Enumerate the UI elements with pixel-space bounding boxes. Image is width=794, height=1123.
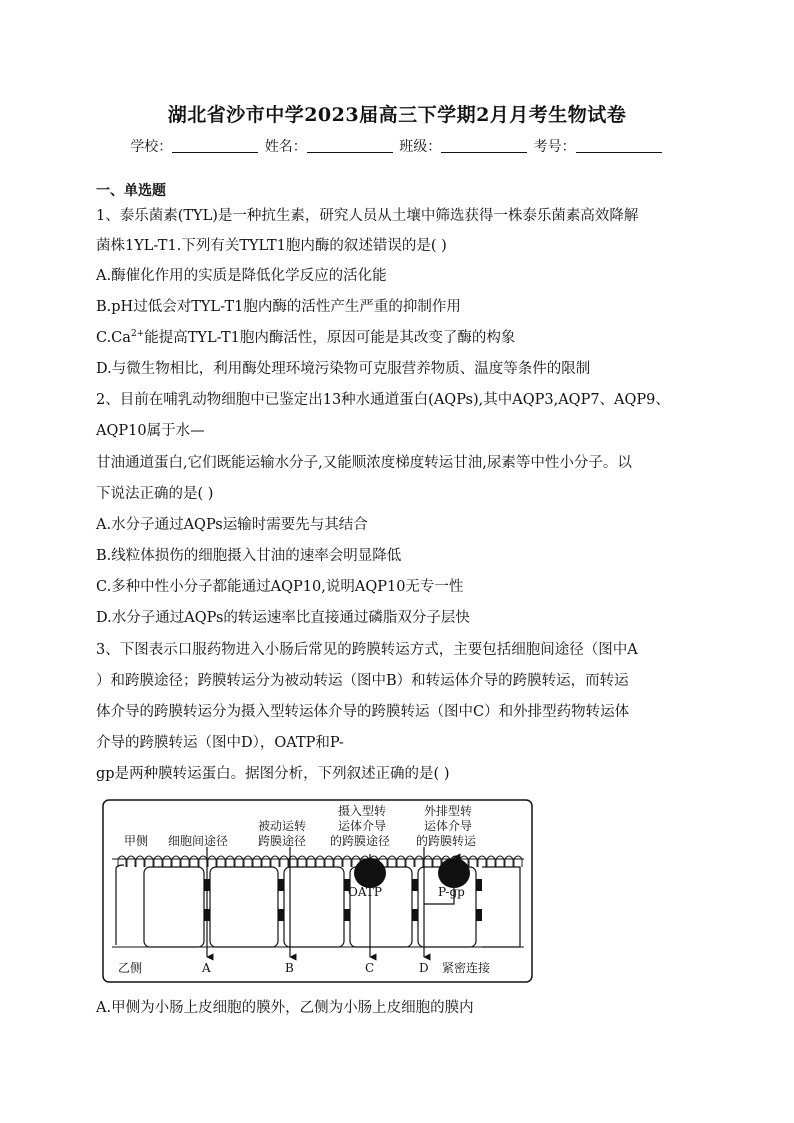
label-b: B <box>285 961 294 975</box>
label-oatp: OATP <box>348 885 382 899</box>
student-info-row <box>0 136 794 156</box>
q2-option-c: C.多种中性小分子都能通过AQP10,说明AQP10无专一性 <box>96 579 464 595</box>
q1-option-b: B.pH过低会对TYL-T1胞内酶的活性产生严重的抑制作用 <box>96 299 461 315</box>
label-uptake-2: 运体介导 <box>338 819 387 833</box>
label-intercellular: 细胞间途径 <box>168 834 229 848</box>
membrane-transport-figure <box>102 799 533 983</box>
q2-option-a: A.水分子通过AQPs运输时需要先与其结合 <box>96 517 368 533</box>
q1-stem-line2: 菌株1YL-T1.下列有关TYLT1胞内酶的叙述错误的是( ) <box>96 238 447 254</box>
pgp-transporter <box>438 858 470 888</box>
label-efflux-3: 的跨膜转运 <box>416 834 477 848</box>
q1-option-c: $C.Ca^{2+}$能提高TYL-T1胞内酶活性，原因可能是其改变了酶的构象 <box>96 329 516 346</box>
label-passive-2: 跨膜途径 <box>258 834 307 848</box>
label-efflux-2: 运体介导 <box>424 819 473 833</box>
name-blank <box>307 138 393 153</box>
label-d: D <box>419 961 429 975</box>
q3-stem-line3: 体介导的跨膜转运分为摄入型转运体介导的跨膜转运（图中C）和外排型药物转运体 <box>96 704 630 720</box>
oatp-transporter <box>354 858 386 888</box>
label-pgp: P-gp <box>438 885 465 899</box>
q1-option-d: D.与微生物相比，利用酶处理环境污染物可克服营养物质、温度等条件的限制 <box>96 361 591 377</box>
q1-stem-line1: 1、泰乐菌素(TYL)是一种抗生素，研究人员从土壤中筛选获得一株泰乐菌素高效降解 <box>96 208 639 224</box>
section-title: 一、单选题 <box>96 183 166 199</box>
class-label: 班级： <box>399 139 442 155</box>
q3-stem-line1: 3、下图表示口服药物进入小肠后常见的跨膜转运方式，主要包括细胞间途径（图中A <box>96 642 638 658</box>
transport-diagram-svg <box>102 799 533 983</box>
q3-stem-line4: 介导的跨膜转运（图中D），OATP和P- <box>96 735 344 751</box>
label-a: A <box>202 961 211 975</box>
q2-stem-line1: 2、目前在哺乳动物细胞中已鉴定出13种水通道蛋白(AQPs),其中AQP3,AQP7、AQP9、 <box>96 392 670 408</box>
q3-stem-line5: gp是两种膜转运蛋白。据图分析，下列叙述正确的是( ) <box>96 766 450 782</box>
school-label: 学校： <box>130 139 173 155</box>
label-tight-junction: 紧密连接 <box>442 961 491 975</box>
q1-option-a: A.酶催化作用的实质是降低化学反应的活化能 <box>96 268 387 284</box>
number-blank <box>576 138 662 153</box>
label-jia: 甲侧 <box>124 834 149 848</box>
school-blank <box>172 138 258 153</box>
label-uptake-1: 摄入型转 <box>338 804 387 818</box>
name-label: 姓名： <box>264 139 307 155</box>
number-label: 考号： <box>533 139 576 155</box>
q3-stem-line2: ）和跨膜途径；跨膜转运分为被动转运（图中B）和转运体介导的跨膜转运，而转运 <box>96 673 629 689</box>
class-blank <box>441 138 527 153</box>
q2-stem-line4: 下说法正确的是( ) <box>96 486 214 502</box>
q2-option-b: B.线粒体损伤的细胞摄入甘油的速率会明显降低 <box>96 548 402 564</box>
label-c: C <box>365 961 375 975</box>
q2-stem-line3: 甘油通道蛋白,它们既能运输水分子,又能顺浓度梯度转运甘油,尿素等中性小分子。以 <box>96 455 632 471</box>
label-uptake-3: 的跨膜途径 <box>330 834 391 848</box>
label-efflux-1: 外排型转 <box>424 804 473 818</box>
q2-option-d: D.水分子通过AQPs的转运速率比直接通过磷脂双分子层快 <box>96 610 470 626</box>
q3-option-a: A.甲侧为小肠上皮细胞的膜外，乙侧为小肠上皮细胞的膜内 <box>96 1000 474 1016</box>
label-passive-1: 被动运转 <box>258 819 307 833</box>
exam-title: 湖北省沙市中学2023届高三下学期2月月考生物试卷 <box>167 104 627 126</box>
q2-stem-line2: AQP10属于水— <box>96 423 205 439</box>
label-yi: 乙侧 <box>118 961 143 975</box>
